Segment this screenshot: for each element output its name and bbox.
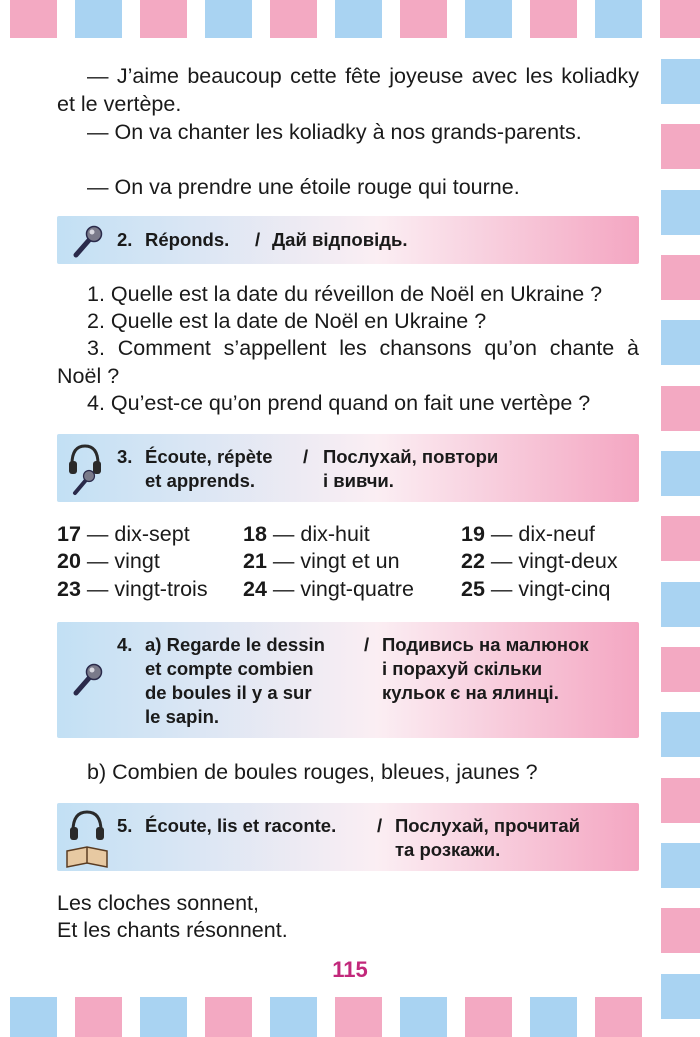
number-item: 24 — vingt-quatre	[243, 577, 414, 601]
headphones-book-icon	[65, 807, 109, 869]
task3-number: 3.	[117, 446, 133, 467]
task5-title-uk-1: Послухай, прочитай	[395, 815, 581, 836]
number-item: 21 — vingt et un	[243, 549, 400, 573]
task2-title-uk: Дай відповідь.	[272, 229, 408, 250]
task3-banner	[57, 434, 639, 502]
microphone-icon	[71, 662, 105, 696]
task2-banner	[57, 216, 639, 264]
number-item: 22 — vingt-deux	[461, 549, 618, 573]
number-item: 20 — vingt	[57, 549, 160, 573]
task2-title-fr: Réponds.	[145, 229, 230, 250]
number-item: 19 — dix-neuf	[461, 522, 595, 546]
question-4: 4. Qu’est-ce qu’on prend quand on fait une vertèpe ?	[87, 391, 591, 415]
number-item: 17 — dix-sept	[57, 522, 190, 546]
task5-number: 5.	[117, 815, 133, 836]
microphone-icon	[71, 224, 105, 258]
task4-title-uk-3: кульок є на ялинці.	[382, 682, 559, 703]
task4b-question: b) Combien de boules rouges, bleues, jaunes ?	[87, 760, 538, 784]
number-item: 18 — dix-huit	[243, 522, 370, 546]
task4-banner	[57, 622, 639, 738]
question-3: 3. Comment s’appellent les chansons qu’on chante à Noël ?	[57, 336, 639, 388]
task5-separator: /	[377, 815, 383, 836]
number-item: 23 — vingt-trois	[57, 577, 208, 601]
dialogue-line-2: — On va chanter les koliadky à nos grands-parents.	[87, 120, 582, 144]
task4-title-uk-2: і порахуй скільки	[382, 658, 543, 679]
task2-number: 2.	[117, 229, 133, 250]
task3-title-uk-1: Послухай, повтори	[323, 446, 499, 467]
headphones-microphone-icon	[67, 442, 103, 496]
task4-title-fr-2: et compte combien	[145, 658, 314, 679]
poem-line-1: Les cloches sonnent,	[57, 891, 259, 915]
poem-line-2: Et les chants résonnent.	[57, 918, 288, 942]
task4-title-uk-1: Подивись на малюнок	[382, 634, 589, 655]
task3-title-uk-2: і вивчи.	[323, 470, 394, 491]
task4-title-fr-4: le sapin.	[145, 706, 220, 727]
task5-banner	[57, 803, 639, 871]
task3-separator: /	[303, 446, 309, 467]
dialogue-line-3: — On va prendre une étoile rouge qui tourne.	[87, 175, 520, 199]
task3-title-fr-2: et apprends.	[145, 470, 255, 491]
task4-title-fr-1: a) Regarde le dessin	[145, 634, 325, 655]
task4-title-fr-3: de boules il y a sur	[145, 682, 312, 703]
task4-number: 4.	[117, 634, 133, 655]
number-item: 25 — vingt-cinq	[461, 577, 611, 601]
question-2: 2. Quelle est la date de Noël en Ukraine ?	[87, 309, 487, 333]
task4-separator: /	[364, 634, 370, 655]
question-1: 1. Quelle est la date du réveillon de Noël en Ukraine ?	[87, 282, 603, 306]
task2-separator: /	[255, 229, 261, 250]
page-number: 115	[332, 957, 368, 982]
task5-title-fr: Écoute, lis et raconte.	[145, 815, 337, 836]
task3-title-fr-1: Écoute, répète	[145, 446, 273, 467]
task5-title-uk-2: та розкажи.	[395, 839, 501, 860]
dialogue-line-1: — J’aime beaucoup cette fête joyeuse avec les koliadky et le vertèpe.	[57, 64, 639, 116]
